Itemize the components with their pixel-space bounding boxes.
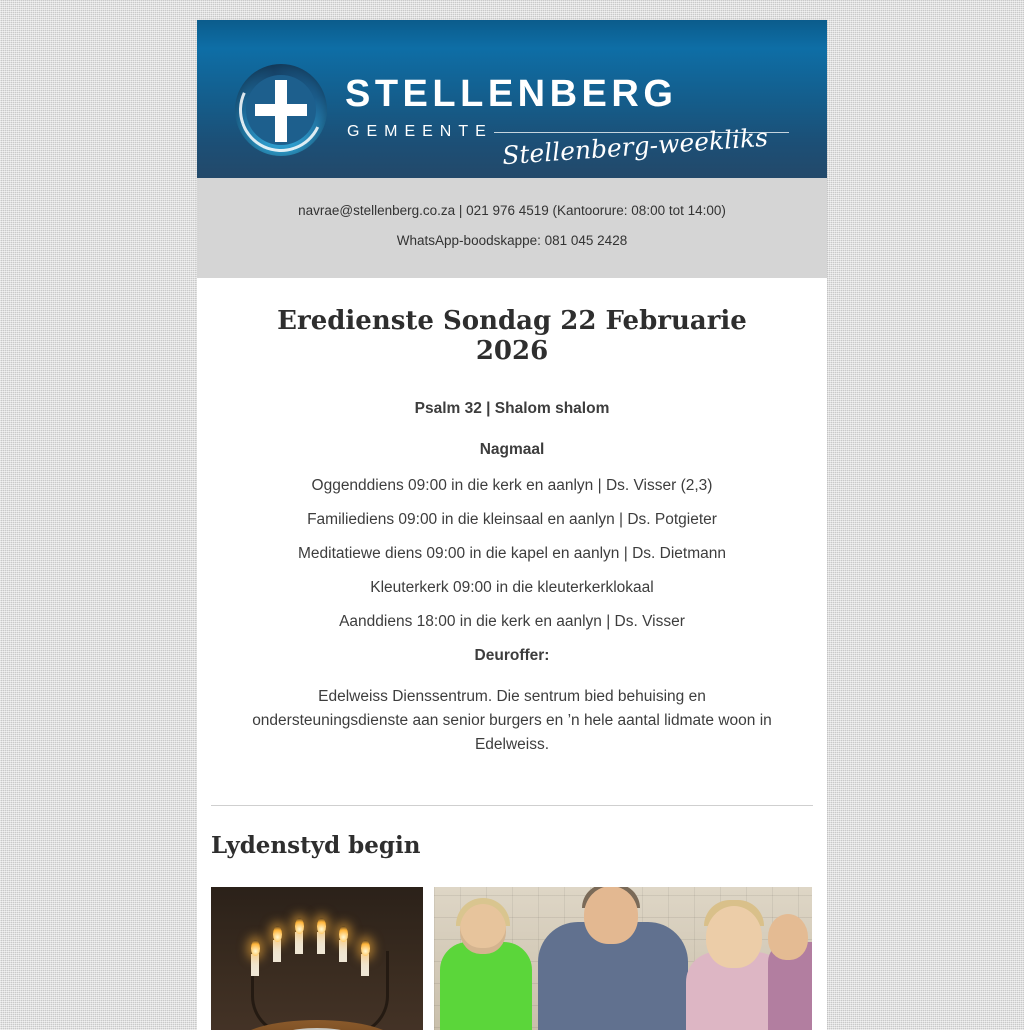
article-title: Lydenstyd begin (211, 832, 421, 859)
offering-label: Deuroffer: (474, 647, 550, 664)
brand-subtitle: GEMEENTE (347, 123, 493, 140)
service-item: Oggenddiens 09:00 in die kerk en aanlyn | Ds. Visser (2,3) (311, 477, 713, 494)
services-section (197, 278, 827, 769)
article-photo-row (211, 887, 813, 1030)
communion-label: Nagmaal (479, 441, 545, 458)
church-cross-logo-icon (235, 64, 327, 156)
brand-script-title: Stellenberg-weekliks (501, 122, 769, 171)
header-banner (197, 20, 827, 178)
offering-description: Edelweiss Dienssentrum. Die sentrum bied behuising en ondersteuningsdienste aan senior burgers en ’n hele aantal lidmate woon in Edelweiss. (252, 688, 772, 753)
service-item: Meditatiewe diens 09:00 in die kapel en aanlyn | Ds. Dietmann (298, 545, 726, 562)
service-item: Aanddiens 18:00 in die kerk en aanlyn | Ds. Visser (339, 613, 685, 630)
service-item: Kleuterkerk 09:00 in die kleuterkerklokaal (370, 579, 654, 596)
ash-wednesday-blessing-photo (434, 887, 812, 1030)
candles-with-cross-photo (211, 887, 423, 1030)
contact-bar (197, 178, 827, 278)
service-item: Familiediens 09:00 in die kleinsaal en aanlyn | Ds. Potgieter (307, 511, 717, 528)
page-title: Eredienste Sondag 22 Februarie 2026 (277, 306, 747, 366)
brand-title: STELLENBERG (345, 73, 678, 115)
contact-line-email-phone[interactable]: navrae@stellenberg.co.za | 021 976 4519 (Kantoorure: 08:00 tot 14:00) (298, 203, 726, 218)
newsletter-page (197, 20, 827, 1030)
article-section (197, 806, 827, 1030)
contact-line-whatsapp: WhatsApp-boodskappe: 081 045 2428 (396, 233, 628, 248)
psalm-theme: Psalm 32 | Shalom shalom (414, 400, 610, 417)
